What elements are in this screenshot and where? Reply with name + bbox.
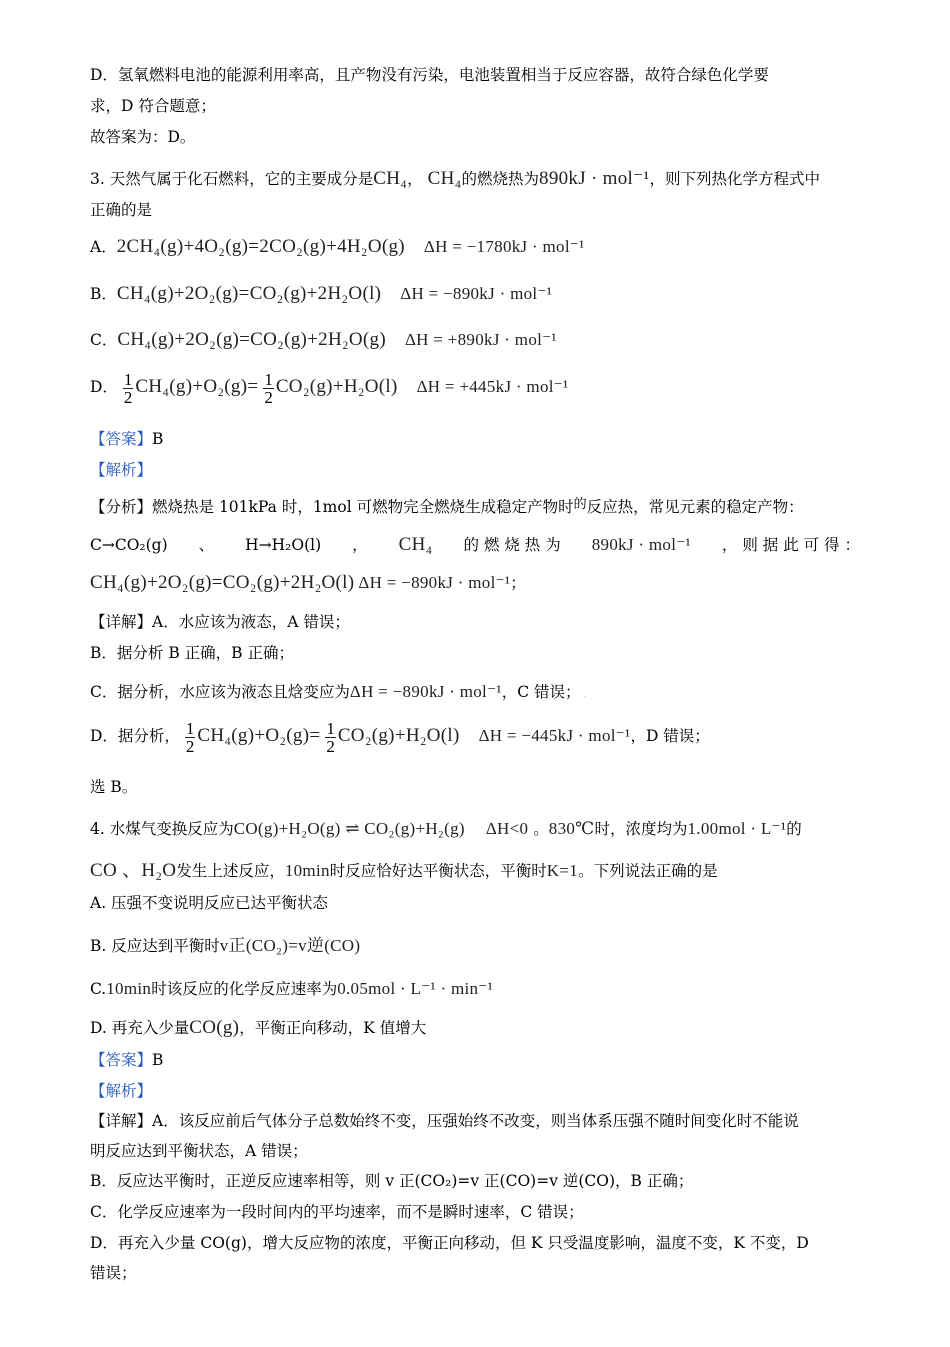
q2-option-d-line1: D．氢氧燃料电池的能源利用率高，且产物没有污染，电池装置相当于反应容器，故符合绿色化学要 (90, 66, 769, 84)
q3-fenxi: 【分析】燃烧热是 101kPa 时，1mol 可燃物完全燃烧生成稳定产物时$^的$反应热，常见元素的稳定产物： (90, 497, 804, 516)
q3-detail-b: B．据分析 B 正确，B 正确； (90, 644, 294, 662)
q3-analysis-tag: 【解析】 (90, 461, 153, 479)
q4-detail-d-line1: D．再充入少量 CO(g)，增大反应物的浓度，平衡正向移动，但 K 只受温度影响，温度不变，K 不变，D (90, 1234, 809, 1252)
q4-stem: 4. 水煤气变换反应为CO(g)+H₂O(g) ⇌ CO₂(g)+H₂(g) ΔH<0 。830℃时，浓度均为1.00mol · L⁻¹的 (90, 819, 802, 838)
q3-stem: 3. 天然气属于化石燃料，它的主要成分是CH₄， CH₄的燃烧热为890kJ · mol⁻¹，则下列热化学方程式中 (90, 168, 820, 189)
q3-option-d: D． $\frac{1}{2}$ CH₄(g)+O₂(g)= $\frac{1}{2}$ CO₂(g)+H₂O(l) ΔH = +445kJ · mol⁻¹ (90, 369, 569, 407)
q4-detail-c: C．化学反应速率为一段时间内的平均速率，而不是瞬时速率，C 错误； (90, 1203, 584, 1221)
q2-option-d-line2: 求，D 符合题意； (90, 97, 216, 115)
fraction: $\frac{1}{2}$ (326, 718, 335, 756)
q3-fenxi-line2: C→CO₂(g) 、 H→H₂O(l) ， CH₄ 的 燃 烧 热 为 890kJ · mol⁻¹ ， 则 据 此 可 得 ： (90, 534, 860, 555)
fraction: $\frac{1}{2}$ (123, 369, 133, 407)
q3-select: 选 B。 (90, 778, 138, 796)
q3-detail-c: C．据分析，水应该为液态且焓变应为ΔH = −890kJ · mol⁻¹，C 错误； . (90, 682, 587, 701)
q4-stem-line2: CO 、H₂O发生上述反应，10min时反应恰好达平衡状态，平衡时K=1。下列说法正确的是 (90, 860, 718, 881)
fraction: $\frac{1}{2}$ (264, 369, 273, 407)
q3-detail-d: D．据分析， $\frac{1}{2}$ CH₄(g)+O₂(g)= $\frac{1}{2}$ CO₂(g)+H₂O(l) ΔH = −445kJ · mol⁻¹，D 错误； (90, 718, 710, 756)
q3-stem-line2: 正确的是 (90, 201, 153, 219)
q4-option-a: A. 压强不变说明反应已达平衡状态 (90, 894, 329, 912)
q3-option-b: B．CH₄(g)+2O₂(g)=CO₂(g)+2H₂O(l) ΔH = −890kJ · mol⁻¹ (90, 283, 553, 304)
q4-detail-a-line2: 明反应达到平衡状态，A 错误； (90, 1142, 308, 1160)
q4-option-d: D. 再充入少量CO(g)，平衡正向移动，K 值增大 (90, 1017, 427, 1038)
q3-detail-a: 【详解】A．水应该为液态，A 错误； (90, 613, 350, 631)
q4-analysis-tag: 【解析】 (90, 1082, 153, 1100)
q3-option-a: A．2CH₄(g)+4O₂(g)=2CO₂(g)+4H₂O(g) ΔH = −1780kJ · mol⁻¹ (90, 236, 585, 257)
q4-option-c: C.10min时该反应的化学反应速率为0.05mol · L⁻¹ · min⁻¹ (90, 979, 493, 998)
q3-option-c: C．CH₄(g)+2O₂(g)=CO₂(g)+2H₂O(g) ΔH = +890kJ · mol⁻¹ (90, 329, 557, 350)
q4-detail-a-line1: 【详解】A．该反应前后气体分子总数始终不变，压强始终不改变，则当体系压强不随时间变化时不能说 (90, 1112, 799, 1130)
answer-tag: 【答案】 (90, 1051, 153, 1069)
q3-fenxi-equation: CH₄(g)+2O₂(g)=CO₂(g)+2H₂O(l) ΔH = −890kJ · mol⁻¹； (90, 572, 526, 593)
q4-answer: 【答案】B (90, 1051, 164, 1069)
q4-option-b: B. 反应达到平衡时v正(CO₂)=v逆(CO) (90, 936, 361, 955)
q3-answer: 【答案】B (90, 430, 164, 448)
fraction: $\frac{1}{2}$ (185, 718, 195, 756)
answer-tag: 【答案】 (90, 430, 153, 448)
q4-detail-d-line2: 错误； (90, 1264, 137, 1282)
q2-answer-line: 故答案为：D。 (90, 128, 196, 146)
q4-detail-b: B．反应达平衡时，正逆反应速率相等，则 v 正(CO₂)=v 正(CO)=v 逆(CO)，B 正确； (90, 1172, 694, 1190)
